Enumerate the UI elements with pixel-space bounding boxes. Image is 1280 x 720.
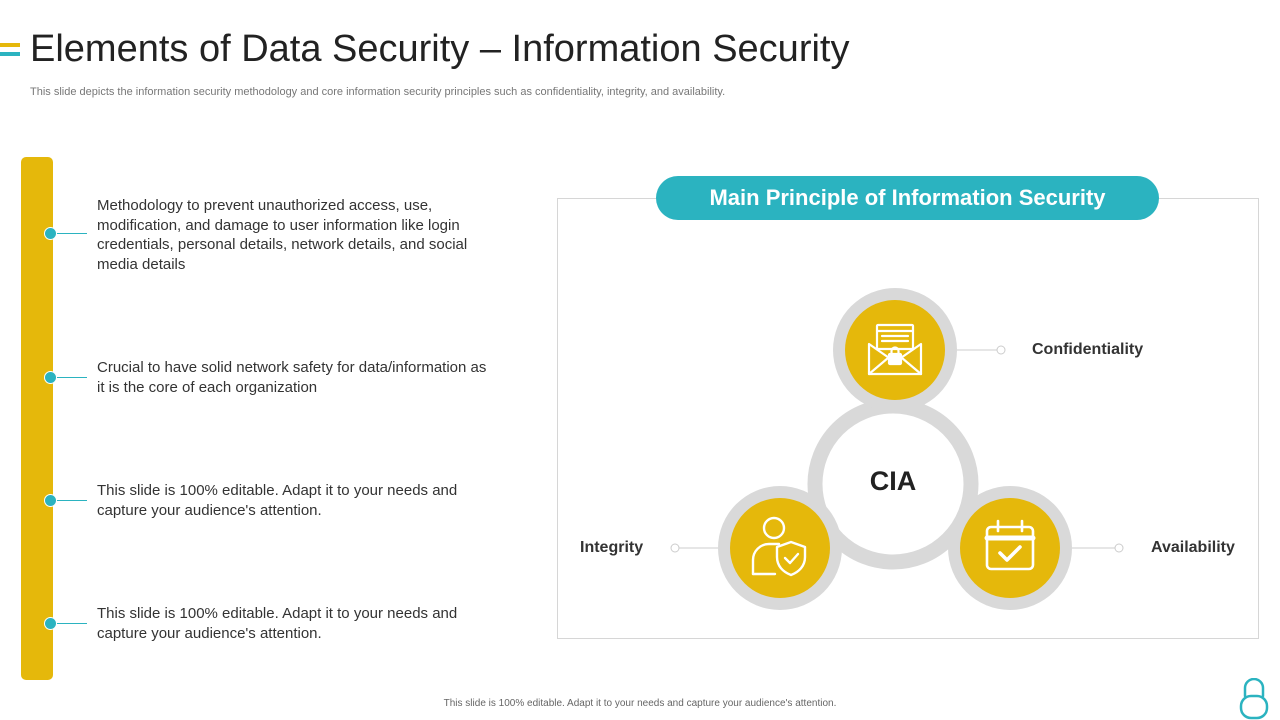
timeline-dot bbox=[44, 617, 57, 630]
timeline-dot bbox=[44, 494, 57, 507]
principle-heading: Main Principle of Information Security bbox=[656, 176, 1159, 220]
timeline-connector bbox=[57, 500, 87, 501]
availability-label: Availability bbox=[1151, 539, 1235, 556]
cia-center-label: CIA bbox=[869, 466, 917, 496]
timeline-dot bbox=[44, 371, 57, 384]
confidentiality-label: Confidentiality bbox=[1032, 341, 1144, 358]
availability-connector bbox=[1067, 544, 1123, 552]
integrity-connector bbox=[671, 544, 719, 552]
point-text: This slide is 100% editable. Adapt it to your needs and capture your audience's attention. bbox=[97, 482, 458, 519]
brand-lock-icon bbox=[1238, 678, 1270, 720]
accent-bar-teal bbox=[0, 52, 20, 56]
timeline-connector bbox=[57, 623, 87, 624]
slide-footer: This slide is 100% editable. Adapt it to your needs and capture your audience's attention. bbox=[443, 698, 837, 709]
slide-subtitle: This slide depicts the information security methodology and core information security principles such as confidentiality, integrity, and availability. bbox=[30, 86, 726, 98]
confidentiality-node bbox=[833, 288, 957, 412]
point-text: This slide is 100% editable. Adapt it to your needs and capture your audience's attention. bbox=[97, 605, 458, 642]
integrity-node bbox=[718, 486, 842, 610]
point-text: Methodology to prevent unauthorized access, use, modification, and damage to user information like login credentials, personal details, network details, and social media details bbox=[97, 197, 468, 273]
accent-bar-gold bbox=[0, 43, 20, 47]
confidentiality-connector bbox=[954, 346, 1005, 354]
timeline-connector bbox=[57, 233, 87, 234]
timeline-connector bbox=[57, 377, 87, 378]
point-text: Crucial to have solid network safety for data/information as it is the core of each organization bbox=[97, 359, 487, 396]
availability-node bbox=[948, 486, 1072, 610]
integrity-label: Integrity bbox=[580, 539, 644, 556]
cia-diagram bbox=[557, 198, 1259, 639]
timeline-dot bbox=[44, 227, 57, 240]
slide-title: Elements of Data Security – Information Security bbox=[30, 28, 850, 70]
